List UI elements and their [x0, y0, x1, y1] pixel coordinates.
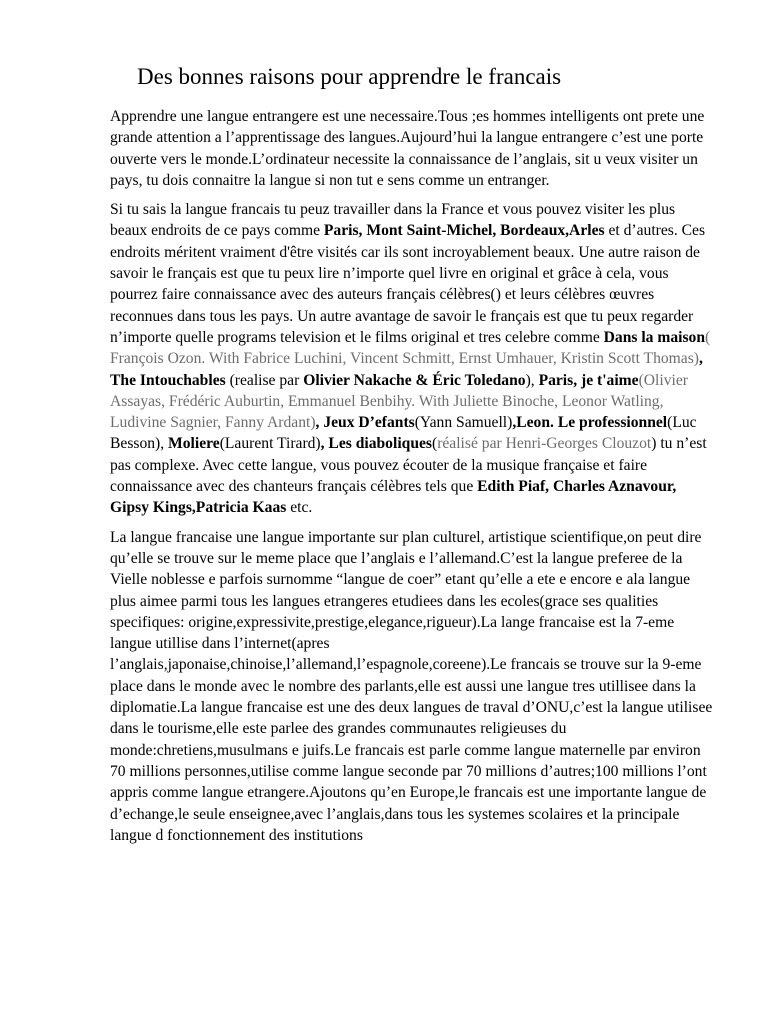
film-credits: (Olivier Assayas, Frédéric Auburtin, Emmanuel Benbihy. With Juliette Binoche, Leonor Watling, Ludivine Sagnier, Fanny Ardant) — [110, 371, 688, 432]
p2-text: (realise par — [225, 371, 304, 389]
film-credits: ( François Ozon. With Fabrice Luchini, Vincent Schmitt, Ernst Umhauer, Kristin Scott Thomas) — [110, 328, 711, 368]
paragraph-3: La langue francaise une langue importante sur plan culturel, artistique scientifique,on peut dire qu’elle se trouve sur le meme place que l’anglais e l’allemand.C’est la langue preferee de la Vielle noblesse e parfois surnomme “langue de coer” etant qu’elle a ete e encore e ala langue plus aimee parmi tous les langues etrangeres etudiees dans les ecoles(grace ses qualities specifiques: origine,expressivite,prestige,elegance,rigueur).La lange francaise est la 7-eme langue utillise dans l’internet(apres l’anglais,japonaise,chinoise,l’allemand,l’espagnole,coreene).Le francais se trouve sur la 9-eme place dans le monde avec le nombre des parlants,elle est aussi une langue tres utillisee dans la diplomatie.La langue francaise est une des deux langues de traval d’ONU,c’est la langue utilisee dans le tourisme,elle este parlee des grandes communautes religieuses du monde:chretiens,musulmans e juifs.Le francais est parle comme langue maternelle par environ 70 millions personnes,utilise comme langue seconde par 70 millions d’autres;100 millions l’ont appris comme langue etrangere.Ajoutons qu’en Europe,le francais est une importante langue de d’echange,le seule enseignee,avec l’anglais,dans tous les systemes scolaires et la principale langue d fonctionnement des institutions — [110, 528, 713, 844]
p2-text: et d’autres. Ces endroits méritent vraiment d'être visités car ils sont incroyablement beaux. Une autre raison de savoir le français est que tu peux lire n’importe quel livre en original et grâce à cela, vous pourrez faire connaissance avec des auteurs français célèbres() et leurs célèbres œuvres reconnues dans tous les pays. Un autre avantage de savoir le français est que tu peux regarder n’importe quelle programs television et le films original et tres celebre comme — [110, 222, 706, 346]
film-credits: (Laurent Tirard) — [219, 435, 321, 453]
paragraph-2 — [110, 199, 716, 518]
film-jeux-defants: , Jeux D’efants — [315, 414, 415, 432]
film-credits: (Luc Besson), — [110, 414, 697, 453]
film-leon: ,Leon. Le professionnel — [512, 414, 668, 432]
film-the-intouchables: , The Intouchables — [110, 350, 703, 389]
film-credits: réalisé par Henri-Georges Clouzot — [437, 435, 652, 453]
film-credits: (Yann Samuell) — [414, 414, 513, 432]
p2-text: ( — [431, 435, 438, 453]
film-directors: Olivier Nakache & Éric Toledano — [303, 371, 526, 389]
p2-text: Si tu sais la langue francais tu peuz travailler dans la France et vous pouvez visiter les plus beaux endroits de ce pays comme — [110, 201, 676, 240]
film-les-diaboliques: , Les diaboliques — [320, 435, 432, 453]
film-moliere: Moliere — [168, 435, 220, 453]
p2-text: ), — [525, 371, 539, 389]
p2-text: etc. — [286, 499, 313, 517]
p2-places: Paris, Mont Saint-Michel, Bordeaux,Arles — [323, 222, 605, 240]
singers: Edith Piaf, Charles Aznavour, Gipsy Kings,Patricia Kaas — [110, 478, 677, 517]
document-title: Des bonnes raisons pour apprendre le francais — [137, 64, 562, 89]
film-dans-la-maison: Dans la maison — [603, 328, 706, 346]
film-paris-je-taime: Paris, je t'aime — [538, 371, 639, 389]
paragraph-1: Apprendre une langue entrangere est une necessaire.Tous ;es hommes intelligents ont prete une grande attention a l’apprentissage des langues.Aujourd’hui la langue entrangere c’est une porte ouverte vers le monde.L’ordinateur necessite la connaissance de l’anglais, sit u veux visiter un pays, tu dois connaitre la langue si non tut e sens comme un entranger. — [110, 108, 705, 189]
p2-text: ) tu n’est pas complexe. Avec cette langue, vous pouvez écouter de la musique française et faire connaissance avec des chanteurs français célèbres tels que — [110, 435, 707, 496]
document-page — [110, 62, 716, 854]
